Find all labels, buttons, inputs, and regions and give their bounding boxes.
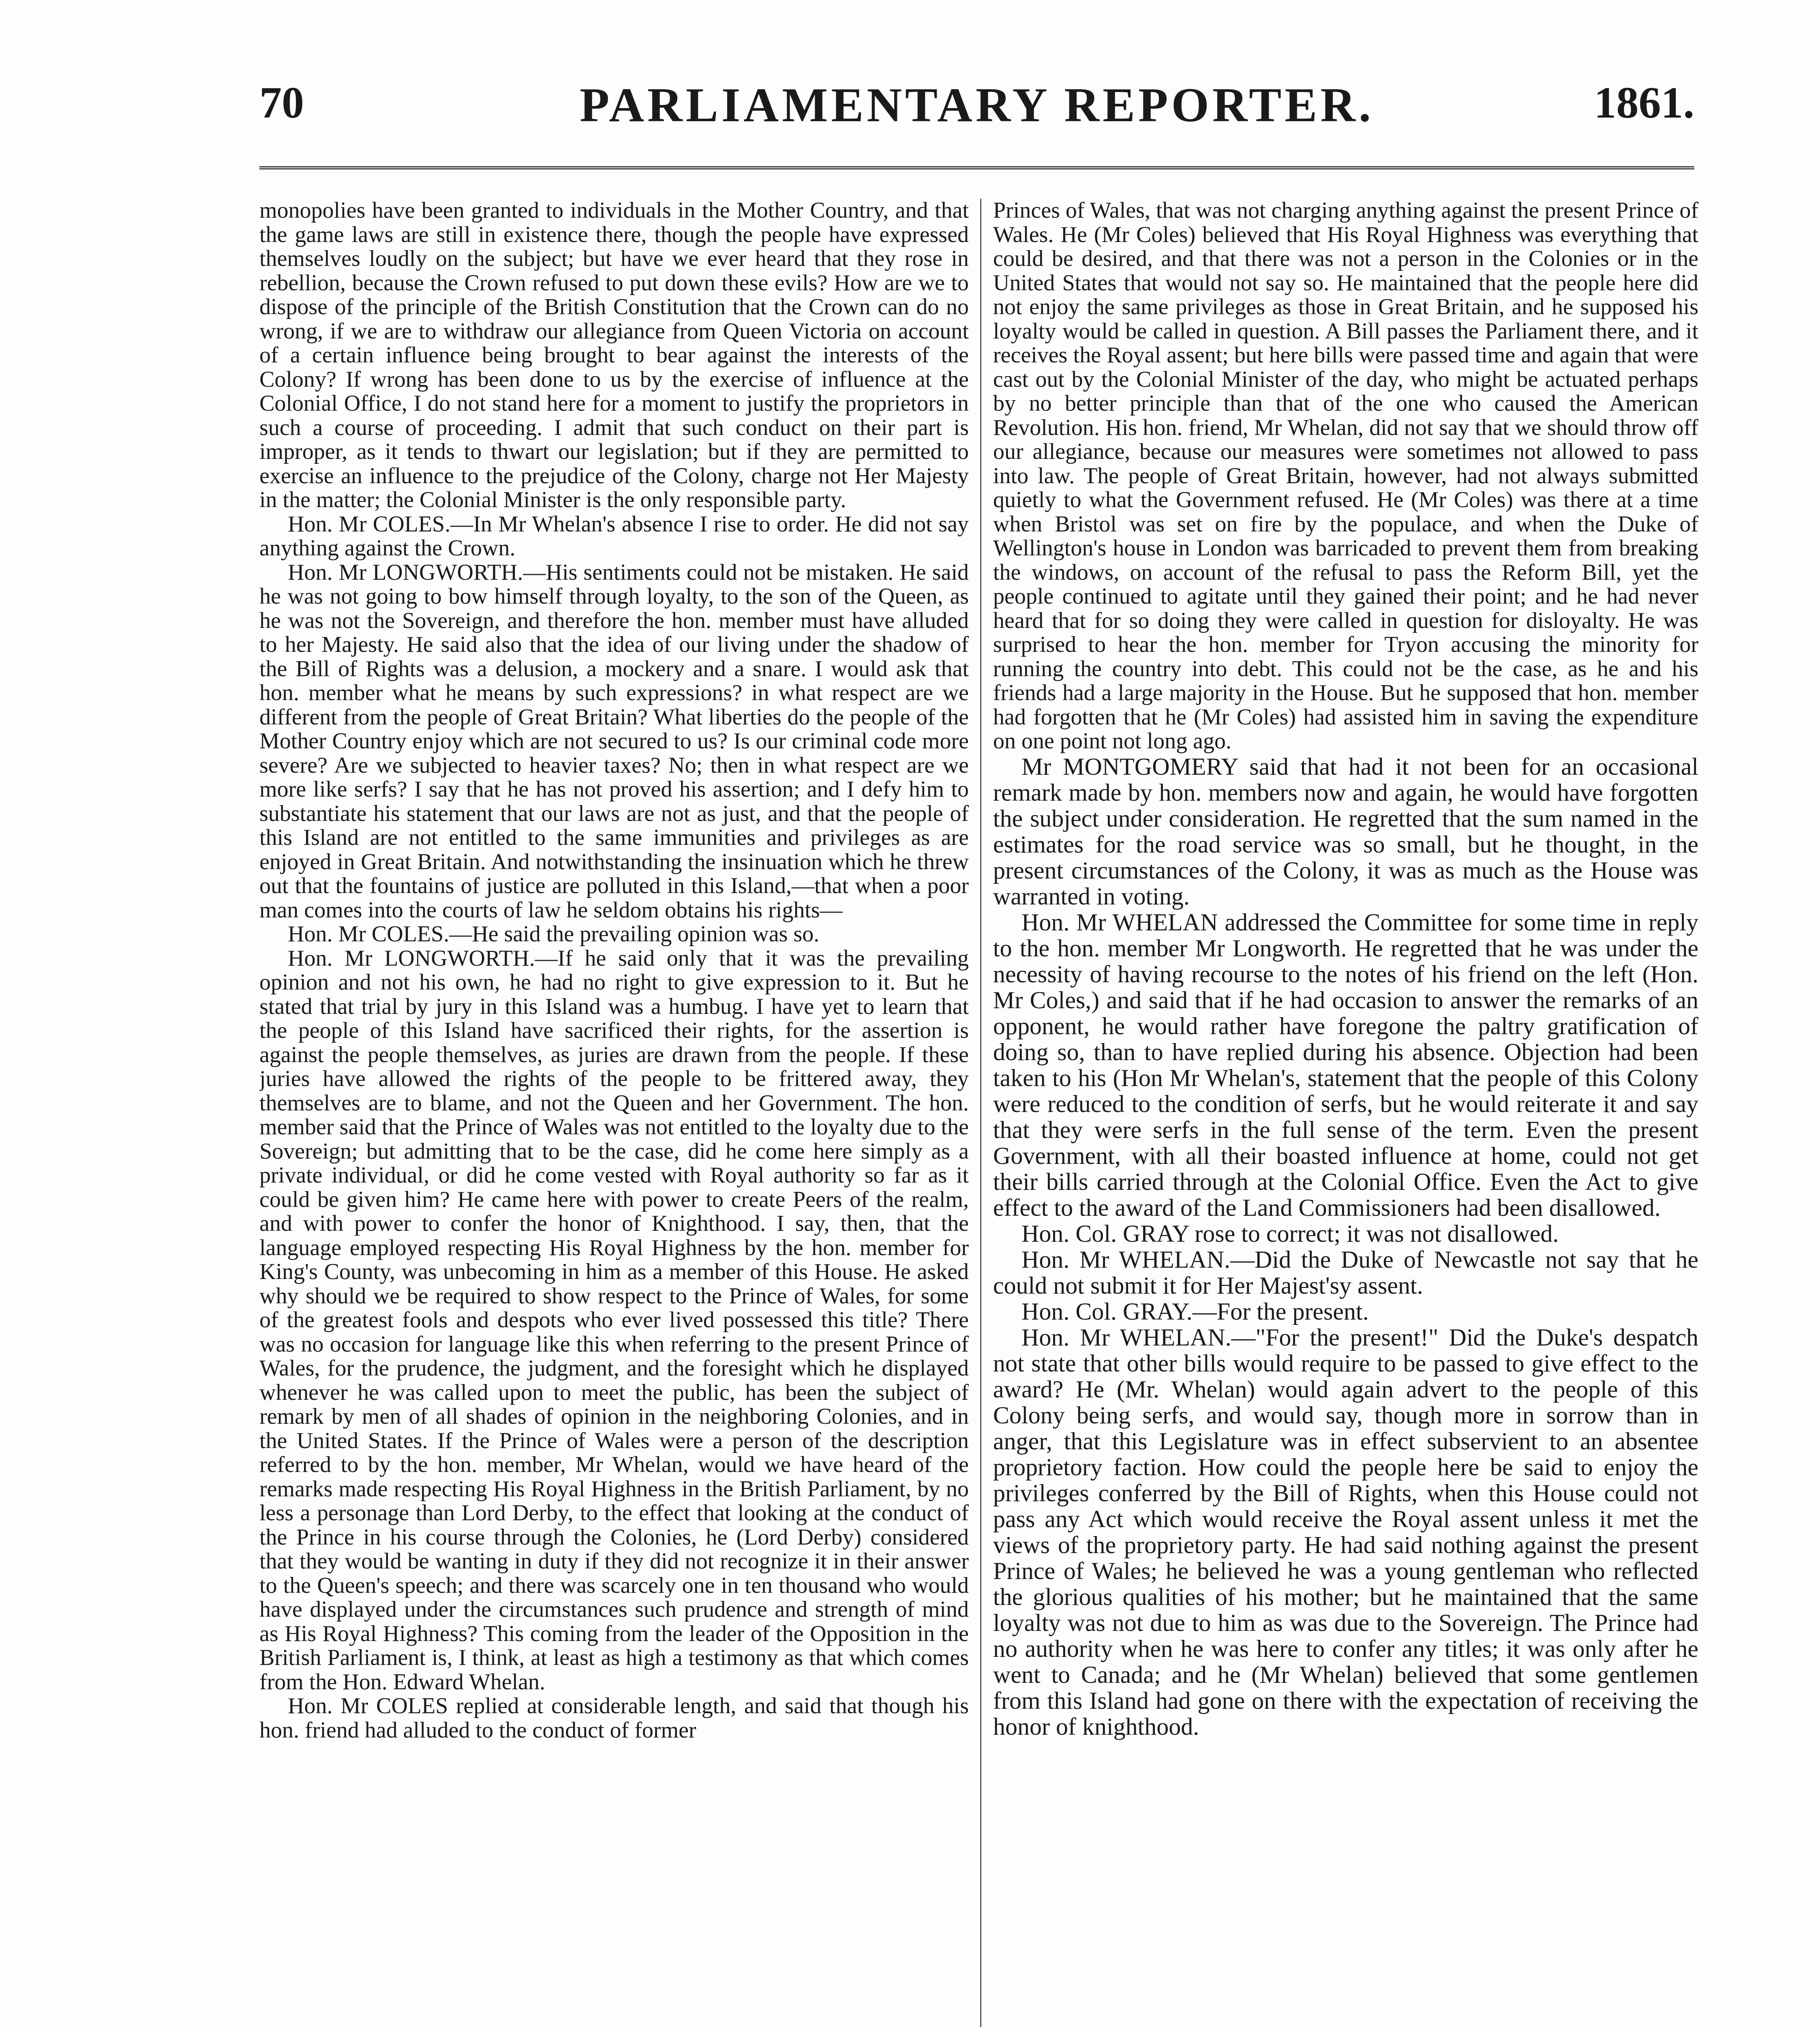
paragraph: Hon. Col. GRAY rose to correct; it was not disallowed. (1021, 1220, 1559, 1247)
paragraph: Princes of Wales, that was not charging anything against the present Prince of Wales. He (Mr Coles) believed that His Royal Highness was everything that could be desired, and that there was not a person in the Colonies or in the United States that would not say so. He maintained that the people here did not enjoy the same privileges as those in Great Britain, and he supposed his loyalty would be called in question. A Bill passes the Parliament there, and it receives the Royal assent; but here bills were passed time and again that were cast out by the Colonial Minister of the day, who might be actuated perhaps by no better principle than that of the one who caused the American Revolution. His hon. friend, Mr Whelan, did not say that we should throw off our allegiance, because our measures were sometimes not allowed to pass into law. The people of Great Britain, however, had not always submitted quietly to what the Government refused. He (Mr Coles) was there at a time when Bristol was set on fire by the populace, and when the Duke of Wellington's house in London was barricaded to prevent them from breaking the windows, on account of the refusal to pass the Reform Bill, yet the people continued to agitate until they gained their point; and he had never heard that for so doing they were called in question for disloyalty. He was surprised to hear the hon. member for Tryon accusing the minority for running the country into debt. This could not be the case, as he and his friends had a large majority in the House. But he supposed that hon. member had forgotten that he (Mr Coles) had assisted him in saving the expenditure on one point not long ago. (993, 199, 1698, 754)
paragraph: Mr MONTGOMERY said that had it not been for an occasional remark made by hon. members now and again, he would have forgotten the subject under consideration. He regretted that the sum named in the estimates for the road service was so small, but he thought, in the present circumstances of the Colony, it was as much as the House was warranted in voting. (993, 753, 1698, 910)
paragraph: Hon. Mr WHELAN addressed the Committee for some time in reply to the hon. member Mr Longworth. He regretted that he was under the necessity of having recourse to the notes of his friend on the left (Hon. Mr Coles,) and said that if he had occasion to answer the remarks of an opponent, he would rather have foregone the paltry gratification of doing so, than to have replied during his absence. Objection had been taken to his (Hon Mr Whelan's, statement that the people of this Colony were reduced to the condition of serfs, but he would reiterate it and say that they were serfs in the full sense of the term. Even the present Government, with all their boasted influence at home, could not get their bills carried through at the Colonial Office. Even the Act to give effect to the award of the Land Commissioners had been disallowed. (993, 909, 1698, 1221)
paragraph: Hon. Mr LONGWORTH.—His sentiments could not be mistaken. He said he was not going to bow himself through loyalty, to the son of the Queen, as he was not the Sovereign, and therefore the hon. member must have alluded to her Majesty. He said also that the idea of our living under the shadow of the Bill of Rights was a delusion, a mockery and a snare. I would ask that hon. member what he means by such expressions? in what respect are we different from the people of Great Britain? What liberties do the people of the Mother Country enjoy which are not secured to us? Is our criminal code more severe? Are we subjected to heavier taxes? No; then in what respect are we more like serfs? I say that he has not proved his assertion; and I defy him to substantiate his statement that our laws are not as just, and that the people of this Island are not entitled to the same immunities and privileges as are enjoyed in Great Britain. And notwithstanding the insinuation which he threw out that the fountains of justice are polluted in this Island,—that when a poor man comes into the courts of law he seldom obtains his rights— (259, 559, 969, 923)
journal-title: PARLIAMENTARY REPORTER. (579, 78, 1375, 132)
paragraph: Hon. Mr COLES.—He said the prevailing opinion was so. (288, 921, 820, 947)
left-column (259, 199, 969, 2027)
paragraph: Hon. Mr COLES.—In Mr Whelan's absence I rise to order. He did not say anything against the Crown. (259, 511, 969, 561)
right-column (993, 199, 1698, 2027)
paragraph: Hon. Mr COLES replied at considerable length, and said that though his hon. friend had alluded to the conduct of former (259, 1693, 969, 1743)
header-rule (259, 166, 1694, 169)
column-divider (980, 199, 981, 2027)
paragraph: Hon. Col. GRAY.—For the present. (1021, 1298, 1369, 1325)
publication-year: 1861. (1594, 78, 1694, 127)
paragraph: Hon. Mr WHELAN.—Did the Duke of Newcastle not say that he could not submit it for Her Majest'sy assent. (993, 1246, 1698, 1299)
paragraph: monopolies have been granted to individuals in the Mother Country, and that the game laws are still in existence there, though the people have expressed themselves loudly on the subject; but have we ever heard that they rose in rebellion, because the Crown refused to put down these evils? How are we to dispose of the principle of the British Constitution that the Crown can do no wrong, if we are to withdraw our allegiance from Queen Victoria on account of a certain influence being brought to bear against the interests of the Colony? If wrong has been done to us by the exercise of influence at the Colonial Office, I do not stand here for a moment to justify the proprietors in such a course of proceeding. I admit that such conduct on their part is improper, as it tends to thwart our legislation; but if they are permitted to exercise an influence to the prejudice of the Colony, charge not Her Majesty in the matter; the Colonial Minister is the only responsible party. (259, 199, 969, 512)
large-type-section (993, 754, 1698, 1740)
page-number: 70 (259, 78, 304, 127)
paragraph: Hon. Mr LONGWORTH.—If he said only that it was the prevailing opinion and not his own, he had no right to give expression to it. But he stated that trial by jury in this Island was a humbug. I have yet to learn that the people of this Island have sacrificed their rights, for the assertion is against the people themselves, as juries are drawn from the people. If these juries have allowed the rights of the people to be frittered away, they themselves are to blame, and not the Queen and her Government. The hon. member said that the Prince of Wales was not entitled to the loyalty due to the Sovereign; but admitting that to be the case, did he come here simply as a private individual, or did he come vested with Royal authority so far as it could be given him? He came here with power to create Peers of the realm, and with power to confer the honor of Knighthood. I say, then, that the language employed respecting His Royal Highness by the hon. member for King's County, was unbecoming in him as a member of this House. He asked why should we be required to show respect to the Prince of Wales, for some of the greatest fools and despots who ever lived possessed this title? There was no occasion for language like this when referring to the present Prince of Wales, for the prudence, the judgment, and the foresight which he displayed whenever he was called upon to meet the public, has been the subject of remark by men of all shades of opinion in the neighboring Colonies, and in the United States. If the Prince of Wales were a person of the description referred to by the hon. member, Mr Whelan, would we have heard of the remarks made respecting His Royal Highness in the British Parliament, by no less a personage than Lord Derby, to the effect that looking at the conduct of the Prince in his course through the Colonies, he (Lord Derby) considered that they would be wanting in duty if they did not recognize it in their answer to the Queen's speech; and there was scarcely one in ten thousand who would have displayed under the circumstances such prudence and strength of mind as His Royal Highness? This coming from the leader of the Opposition in the British Parliament is, I think, at least as high a testimony as that which comes from the Hon. Edward Whelan. (259, 945, 969, 1695)
paragraph: Hon. Mr WHELAN.—"For the present!" Did the Duke's despatch not state that other bills would require to be passed to give effect to the award? He (Mr. Whelan) would again advert to the people of this Colony being serfs, and would say, though more in sorrow than in anger, that this Legislature was in effect subservient to an absentee proprietory faction. How could the people here be said to enjoy the privileges conferred by the Bill of Rights, when this House could not pass any Act which would receive the Royal assent unless it met the views of the proprietory party. He had said nothing against the present Prince of Wales; he believed he was a young gentleman who reflected the glorious qualities of his mother; but he maintained that the same loyalty was not due to him as was due to the Sovereign. The Prince had no authority when he was here to confer any titles; it was only after he went to Canada; and he (Mr Whelan) believed that some gentlemen from this Island had gone on there with the expectation of receiving the honor of knighthood. (993, 1324, 1698, 1740)
masthead (259, 77, 1694, 146)
